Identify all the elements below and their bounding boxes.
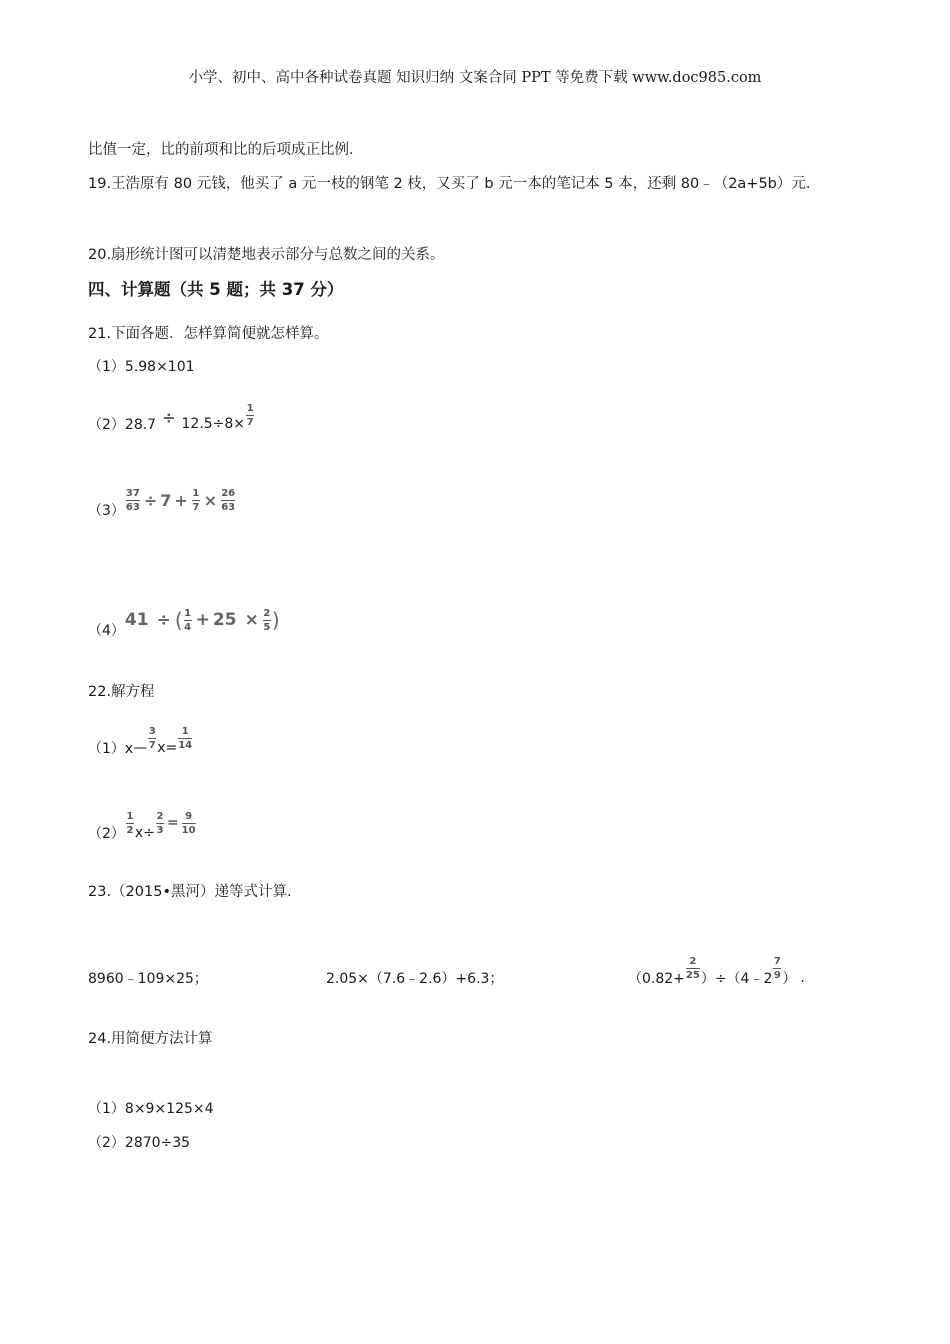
fraction-9-10 <box>182 811 196 836</box>
question-23: 23.（2015•黑河）递等式计算. <box>88 884 292 900</box>
numerator: 9 <box>185 810 193 822</box>
denominator: 63 <box>125 501 140 513</box>
q22-equation-1 <box>88 718 193 758</box>
denominator: 7 <box>246 416 254 428</box>
q22-equation-1-middle: x= <box>157 740 178 756</box>
division-sign: ÷ <box>162 407 176 427</box>
question-21: 21.下面各题．怎样算简便就怎样算。 <box>88 326 329 342</box>
fraction-1-2 <box>126 811 134 836</box>
q23-c-middle: ）÷（4﹣2 <box>700 971 773 987</box>
q24-part-2: （2）2870÷35 <box>88 1135 191 1151</box>
question-22: 22.解方程 <box>88 684 155 700</box>
fraction-3-7 <box>148 726 156 751</box>
denominator: 10 <box>181 824 196 836</box>
numerator: 2 <box>689 955 697 967</box>
numerator: 7 <box>773 955 781 967</box>
fraction-7-9 <box>773 956 781 981</box>
fraction-2-25 <box>686 956 700 981</box>
q21-part-4-label: （4） <box>88 623 125 639</box>
denominator: 63 <box>221 501 236 513</box>
division-sign: ÷ <box>143 490 158 510</box>
equals-sign: = <box>166 815 179 831</box>
denominator: 4 <box>184 621 192 633</box>
question-20: 20.扇形统计图可以清楚地表示部分与总数之间的关系。 <box>88 247 445 263</box>
numerator: 2 <box>156 810 164 822</box>
q22-equation-2-middle: x÷ <box>134 825 155 841</box>
q21-part-2-rest: 12.5÷8× <box>181 416 246 432</box>
page-header: 小学、初中、高中各种试卷真题 知识归纳 文案合同 PPT 等免费下载 www.doc985.com <box>188 70 762 86</box>
q24-part-1: （1）8×9×125×4 <box>88 1101 214 1117</box>
numerator: 2 <box>263 607 271 619</box>
q21-part-2 <box>88 396 255 434</box>
denominator: 3 <box>156 824 164 836</box>
section-heading-calculation: 四、计算题（共 5 题；共 37 分） <box>88 280 344 299</box>
number-41: 41 <box>124 610 149 630</box>
q21-part-2-label: （2）28.7 <box>88 417 157 433</box>
statement-18-continuation: 比值一定，比的前项和比的后项成正比例． <box>88 142 364 158</box>
q23-c-suffix: ） <box>782 971 797 987</box>
question-19: 19.王浩原有 80 元钱，他买了 a 元一枝的钢笔 2 枝，又买了 b 元一本的笔记本 5 本，还剩 80﹣（2a+5b）元． <box>88 176 821 192</box>
fraction-26-63 <box>221 488 235 513</box>
q21-part-4 <box>88 600 280 640</box>
denominator: 9 <box>773 969 781 981</box>
number-25: 25 <box>212 610 237 630</box>
q21-part-4-expression <box>125 608 280 633</box>
q23-expression-a: 8960﹣109×25； <box>88 971 208 987</box>
multiplication-sign: × <box>203 490 218 510</box>
q21-part-3-expression <box>125 488 236 513</box>
numerator: 1 <box>184 607 192 619</box>
q22-equation-2 <box>88 803 197 843</box>
number-7: 7 <box>160 490 172 510</box>
q23-expression-b: 2.05×（7.6﹣2.6）+6.3； <box>326 971 504 987</box>
fraction-2-3 <box>156 811 164 836</box>
fraction-1-7 <box>192 488 200 513</box>
fraction-one-seventh <box>246 403 254 428</box>
fraction-1-14 <box>178 726 192 751</box>
plus-sign: + <box>195 610 210 630</box>
q22-equation-1-label: （1）x <box>88 741 134 757</box>
question-24: 24.用简便方法计算 <box>88 1031 213 1047</box>
q22-equation-2-label: （2） <box>88 826 125 842</box>
denominator: 25 <box>685 969 700 981</box>
left-paren: ( <box>174 608 183 632</box>
denominator: 7 <box>148 739 156 751</box>
fraction-1-4 <box>184 608 192 633</box>
division-sign: ÷ <box>156 610 171 630</box>
minus-sign: — <box>133 740 148 756</box>
numerator: 1 <box>181 725 189 737</box>
numerator: 1 <box>192 487 200 499</box>
q21-part-3 <box>88 480 236 520</box>
plus-sign: + <box>174 490 188 510</box>
denominator: 5 <box>263 621 271 633</box>
fraction-2-5 <box>263 608 271 633</box>
denominator: 7 <box>192 501 200 513</box>
fraction-37-63 <box>126 488 140 513</box>
denominator: 14 <box>178 739 193 751</box>
multiplication-sign: × <box>244 610 259 630</box>
numerator: 1 <box>126 810 134 822</box>
numerator: 37 <box>125 487 140 499</box>
numerator: 26 <box>221 487 236 499</box>
numerator: 3 <box>148 725 156 737</box>
q23-c-period: . <box>800 970 805 986</box>
q21-part-3-label: （3） <box>88 503 125 519</box>
right-paren: ) <box>271 608 280 632</box>
q23-c-prefix: （0.82+ <box>628 971 685 987</box>
denominator: 2 <box>126 824 134 836</box>
q21-part-1: （1）5.98×101 <box>88 359 195 375</box>
numerator: 1 <box>246 402 254 414</box>
q23-expression-c <box>628 948 805 988</box>
